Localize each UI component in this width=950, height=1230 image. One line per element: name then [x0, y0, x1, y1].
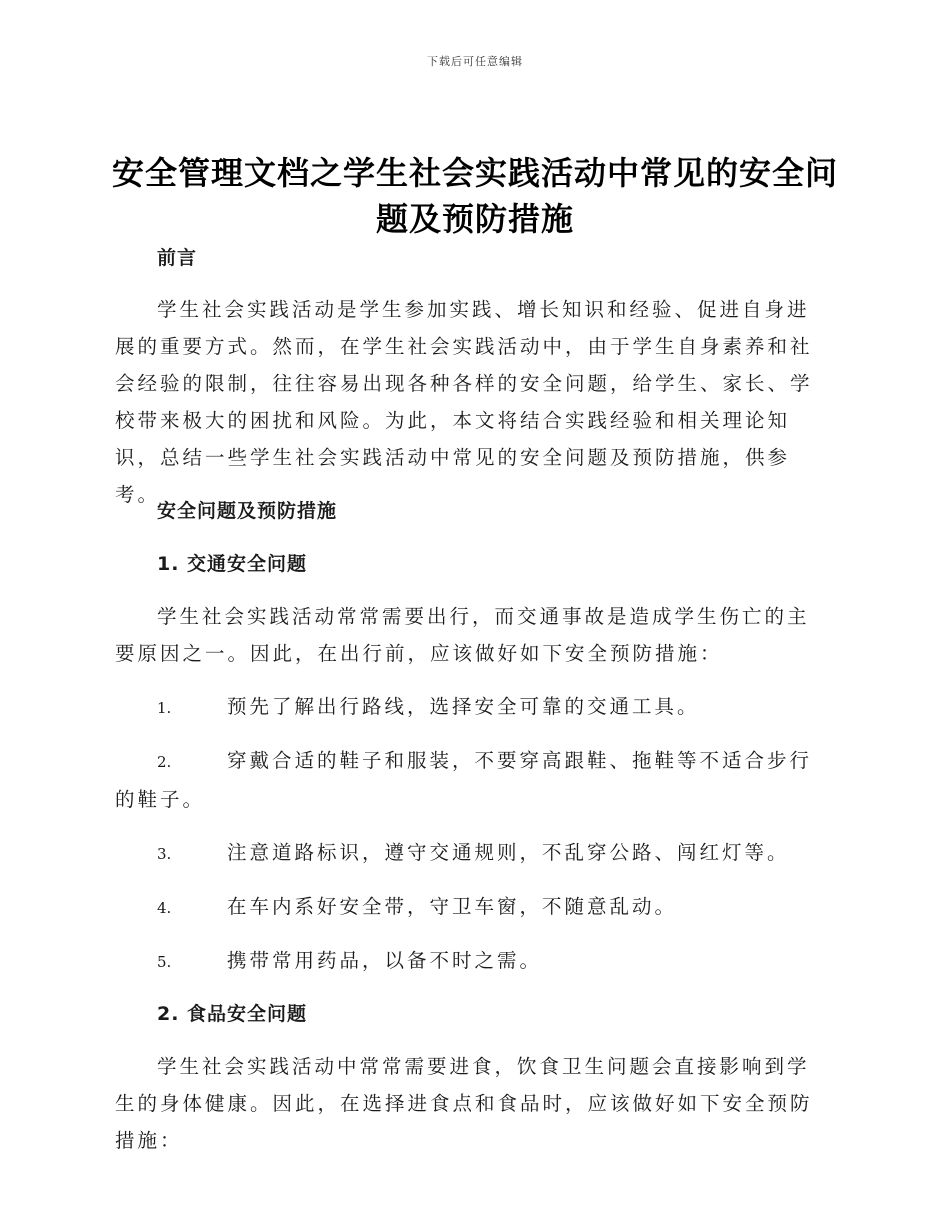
list-number: 5.: [157, 953, 172, 971]
traffic-heading: 1. 交通安全问题: [157, 553, 308, 575]
traffic-intro-paragraph: 学生社会实践活动常常需要出行，而交通事故是造成学生伤亡的主要原因之一。因此，在出行前，应该做好如下安全预防措施：: [115, 605, 810, 665]
list-item: [115, 834, 830, 873]
document-title: 安全管理文档之学生社会实践活动中常见的安全问题及预防措施: [111, 154, 838, 238]
list-item: [115, 942, 830, 981]
food-intro-paragraph: 学生社会实践活动中常常需要进食，饮食卫生问题会直接影响到学生的身体健康。因此，在选择进食点和食品时，应该做好如下安全预防措施：: [115, 1055, 813, 1152]
list-number: 4.: [157, 899, 172, 917]
list-text: 穿戴合适的鞋子和服装，不要穿高跟鞋、拖鞋等不适合步行的鞋子。: [115, 749, 813, 811]
list-number: 3.: [157, 845, 172, 863]
preface-heading: 前言: [157, 247, 198, 269]
list-text: 在车内系好安全带，守卫车窗，不随意乱动。: [227, 895, 678, 918]
list-number: 1.: [157, 699, 172, 717]
food-heading: 2. 食品安全问题: [157, 1003, 308, 1025]
list-item: [115, 688, 830, 727]
header-note: 下载后可任意编辑: [427, 55, 523, 68]
list-number: 2.: [157, 753, 172, 771]
list-text: 预先了解出行路线，选择安全可靠的交通工具。: [227, 695, 700, 718]
list-item: [115, 888, 830, 927]
list-text: 注意道路标识，遵守交通规则，不乱穿公路、闯红灯等。: [227, 841, 790, 864]
preface-paragraph: 学生社会实践活动是学生参加实践、增长知识和经验、促进自身进展的重要方式。然而，在学生社会实践活动中，由于学生自身素养和社会经验的限制，往往容易出现各种各样的安全问题，给学生、家长、学校带来极大的困扰和风险。为此，本文将结合实践经验和相关理论知识，总结一些学生社会实践活动中常见的安全问题及预防措施，供参考。: [115, 298, 813, 506]
list-text: 携带常用药品，以备不时之需。: [227, 949, 543, 972]
section-heading: 安全问题及预防措施: [157, 500, 338, 522]
list-item: [115, 742, 830, 818]
